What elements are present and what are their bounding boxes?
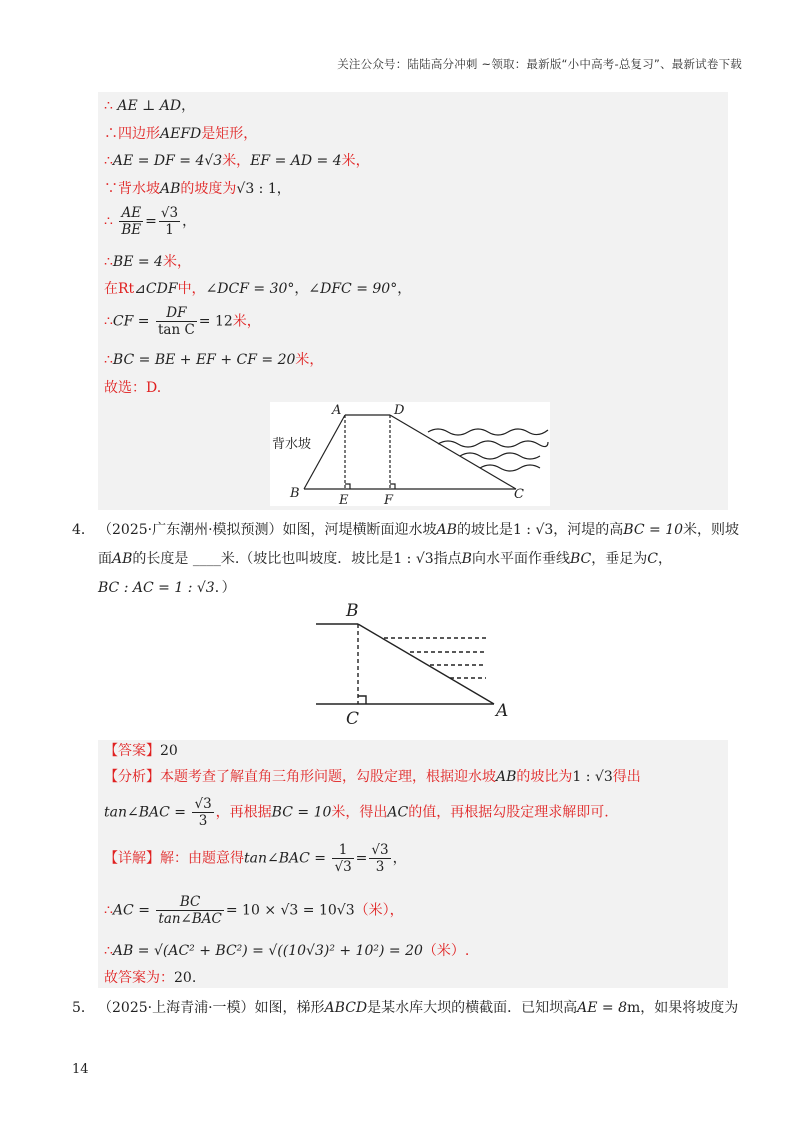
- solution-line-1: ∴ AE ⊥ AD，: [104, 98, 196, 114]
- analysis-line-1: 【分析】本题考查了解直角三角形问题，勾股定理，根据迎水坡AB的坡比为1 : √3得出: [104, 769, 641, 785]
- question-4-line-2: 面AB的长度是 ____米.（坡比也叫坡度．坡比是1 : √3指点B向水平面作垂线BC，垂足为C，: [98, 551, 672, 567]
- analysis-line-2: tan∠BAC = $\frac{√3}{3}$ ，再根据BC = 10米，得出AC的值，再根据勾股定理求解即可.: [104, 796, 609, 829]
- question-4-line-3: BC : AC = 1 : √3．）: [98, 580, 236, 596]
- label-c2: C: [346, 709, 360, 728]
- solution-line-4: ∵背水坡AB的坡度为√3 : 1，: [104, 181, 291, 197]
- solution-line-6: ∴BE = 4米，: [104, 254, 191, 270]
- answer-blank: ____: [192, 551, 221, 567]
- fraction-1-sqrt3: $\frac{1}{√3}$: [334, 842, 352, 875]
- detail-line-2: ∴AC = $\frac{BC}{\text{tan∠BAC}}$ = 10 × √3 = 10√3（米），: [104, 894, 404, 927]
- fraction-sqrt3-1: $\frac{√3}{1}$: [160, 205, 179, 238]
- question-5-line-1: （2025·上海青浦·一模）如图，梯形ABCD是某水库大坝的横截面．已知坝高AE = 8m，如果将坡度为: [98, 1000, 739, 1016]
- page-header: 关注公众号：陆陆高分冲刺 ~领取：最新版“小中高考-总复习”、最新试卷下载: [337, 57, 742, 71]
- solution-line-2: ∴四边形AEFD是矩形，: [104, 126, 258, 142]
- label-c: C: [514, 487, 524, 502]
- fraction-bc-tan: $\frac{BC}{\text{tan∠BAC}}$: [158, 894, 222, 927]
- final-answer-line: 故答案为：20.: [104, 970, 197, 986]
- question-5-number: 5．: [72, 1000, 95, 1016]
- fraction-sqrt3-3-b: $\frac{√3}{3}$: [371, 842, 389, 875]
- label-e: E: [339, 493, 349, 506]
- solution-line-3: ∴AE = DF = 4√3米，EF = AD = 4米，: [104, 153, 370, 169]
- question-4-number: 4．: [72, 522, 95, 538]
- label-d: D: [394, 403, 405, 418]
- fraction-ae-be: $\frac{AE}{BE}$: [121, 205, 142, 238]
- answer-line: 【答案】20: [104, 743, 178, 759]
- detail-line-1: 【详解】解：由题意得tan∠BAC = $\frac{1}{√3}$ = $\frac{√3}{3}$ ，: [104, 842, 407, 875]
- label-f: F: [384, 493, 394, 506]
- solution-line-10: 故选：D.: [104, 380, 162, 396]
- label-a: A: [332, 403, 342, 418]
- dam-figure-1: [270, 402, 550, 506]
- dam-figure-2: [310, 598, 520, 728]
- detail-line-3: ∴AB = √(AC² + BC²) = √((10√3)² + 10²) = 20（米）.: [104, 943, 470, 959]
- question-4-line-1: （2025·广东潮州·模拟预测）如图，河堤横断面迎水坡AB的坡比是1 : √3，河堤的高BC = 10米，则坡: [98, 522, 740, 538]
- solution-line-7: 在Rt⊿CDF中，∠DCF = 30°，∠DFC = 90°，: [104, 281, 412, 297]
- label-a2: A: [496, 701, 509, 721]
- fraction-df-tanc: $\frac{DF}{\text{tan C}}$: [157, 305, 195, 338]
- fraction-sqrt3-3: $\frac{√3}{3}$: [194, 796, 212, 829]
- label-back-slope: 背水坡: [272, 437, 312, 452]
- solution-line-9: ∴BC = BE + EF + CF = 20米，: [104, 352, 324, 368]
- label-b2: B: [346, 601, 359, 621]
- page-number: 14: [72, 1062, 89, 1077]
- solution-line-5: ∴ $\frac{AE}{BE}$ = $\frac{√3}{1}$ ，: [104, 205, 197, 238]
- solution-line-8: ∴CF = $\frac{DF}{\text{tan C}}$ = 12米，: [104, 305, 261, 338]
- label-b: B: [290, 486, 300, 501]
